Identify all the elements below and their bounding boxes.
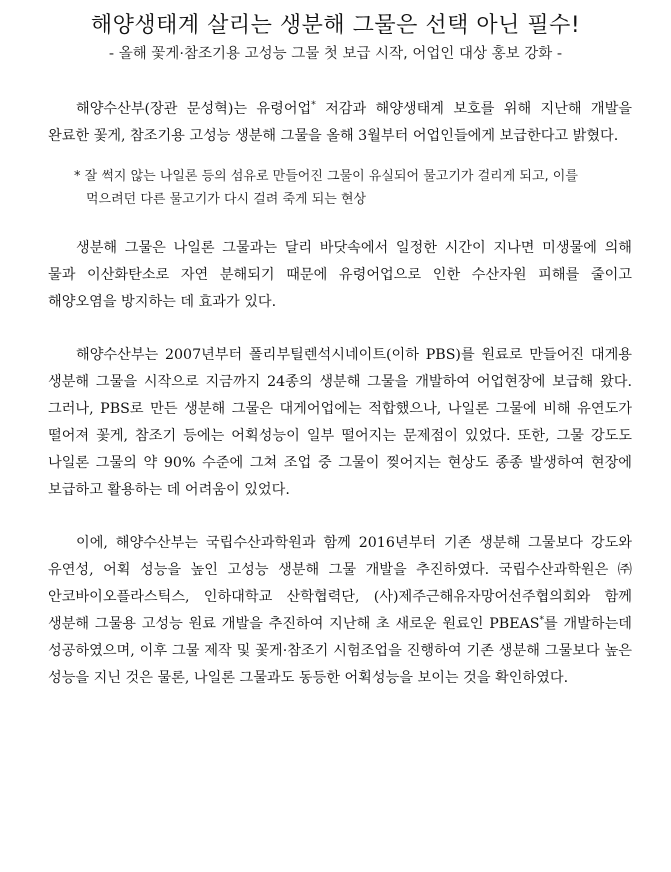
paragraph-announcement-rest: 저감과 해양생태계 보호를 위해 지난해 개발을 완료한 꽃게, 참조기용 고성능 생분해 그물을 올해 3월부터 어업인들에게 보급한다고 밝혔다.: [48, 101, 632, 144]
paragraph-development-text: 이에, 해양수산부는 국립수산과학원과 함께 2016년부터 기존 생분해 그물보다 강도와 유연성, 어획 성능을 높인 고성능 생분해 그물 개발을 추진하였다. 국립수산과학원은 ㈜안코바이오플라스틱스, 인하대학교 산학협력단, (사)제주근해유자망어선주협의회와 함께 생분해 그물용 고성능 원료 개발을 추진하여 지난해 초 새로운 원료인 PBEAS: [48, 535, 632, 632]
paragraph-announcement: [48, 96, 632, 150]
page-subtitle: - 올해 꽃게·참조기용 고성능 그물 첫 보급 시작, 어업인 대상 홍보 강화 -: [108, 46, 563, 62]
document-body: [48, 96, 632, 692]
footnote-marker-pbeas: *: [539, 615, 545, 626]
page-title: 해양생태계 살리는 생분해 그물은 선택 아닌 필수!: [90, 13, 581, 38]
paragraph-announcement-text: 해양수산부(장관 문성혁)는 유령어업: [76, 101, 312, 117]
paragraph-history: 해양수산부는 2007년부터 폴리부틸렌석시네이트(이하 PBS)를 원료로 만들어진 대게용 생분해 그물을 시작으로 지금까지 24종의 생분해 그물을 개발하여 어업현장에 보급해 왔다. 그러나, PBS로 만든 생분해 그물은 대게어업에는 적합했으나, 나일론 그물에 비해 유연도가 떨어져 꽃게, 참조기 등에는 어획성능이 일부 떨어지는 문제점이 있었다. 또한, 그물 강도도 나일론 그물의 약 90% 수준에 그쳐 조업 중 그물이 찢어지는 현상도 종종 발생하여 현장에 보급하고 활용하는 데 어려움이 있었다.: [48, 347, 632, 498]
paragraph-development: [48, 530, 632, 692]
footnote-marker: *: [311, 100, 316, 111]
paragraph-biodegradable: 생분해 그물은 나일론 그물과는 달리 바닷속에서 일정한 시간이 지나면 미생물에 의해 물과 이산화탄소로 자연 분해되기 때문에 유령어업으로 인한 수산자원 피해를 줄이고 해양오염을 방지하는 데 효과가 있다.: [48, 240, 632, 310]
footnote-ghost-fishing: * 잘 썩지 않는 나일론 등의 섬유로 만들어진 그물이 유실되어 물고기가 걸리게 되고, 이를 먹으려던 다른 물고기가 다시 걸려 죽게 되는 현상: [74, 169, 578, 207]
paragraph-development-rest: 를 개발하는데 성공하였으며, 이후 그물 제작 및 꽃게·참조기 시험조업을 진행하여 기존 생분해 그물보다 높은 성능을 지닌 것은 물론, 나일론 그물과도 동등한 어획성능을 보이는 것을 확인하였다.: [48, 616, 632, 686]
